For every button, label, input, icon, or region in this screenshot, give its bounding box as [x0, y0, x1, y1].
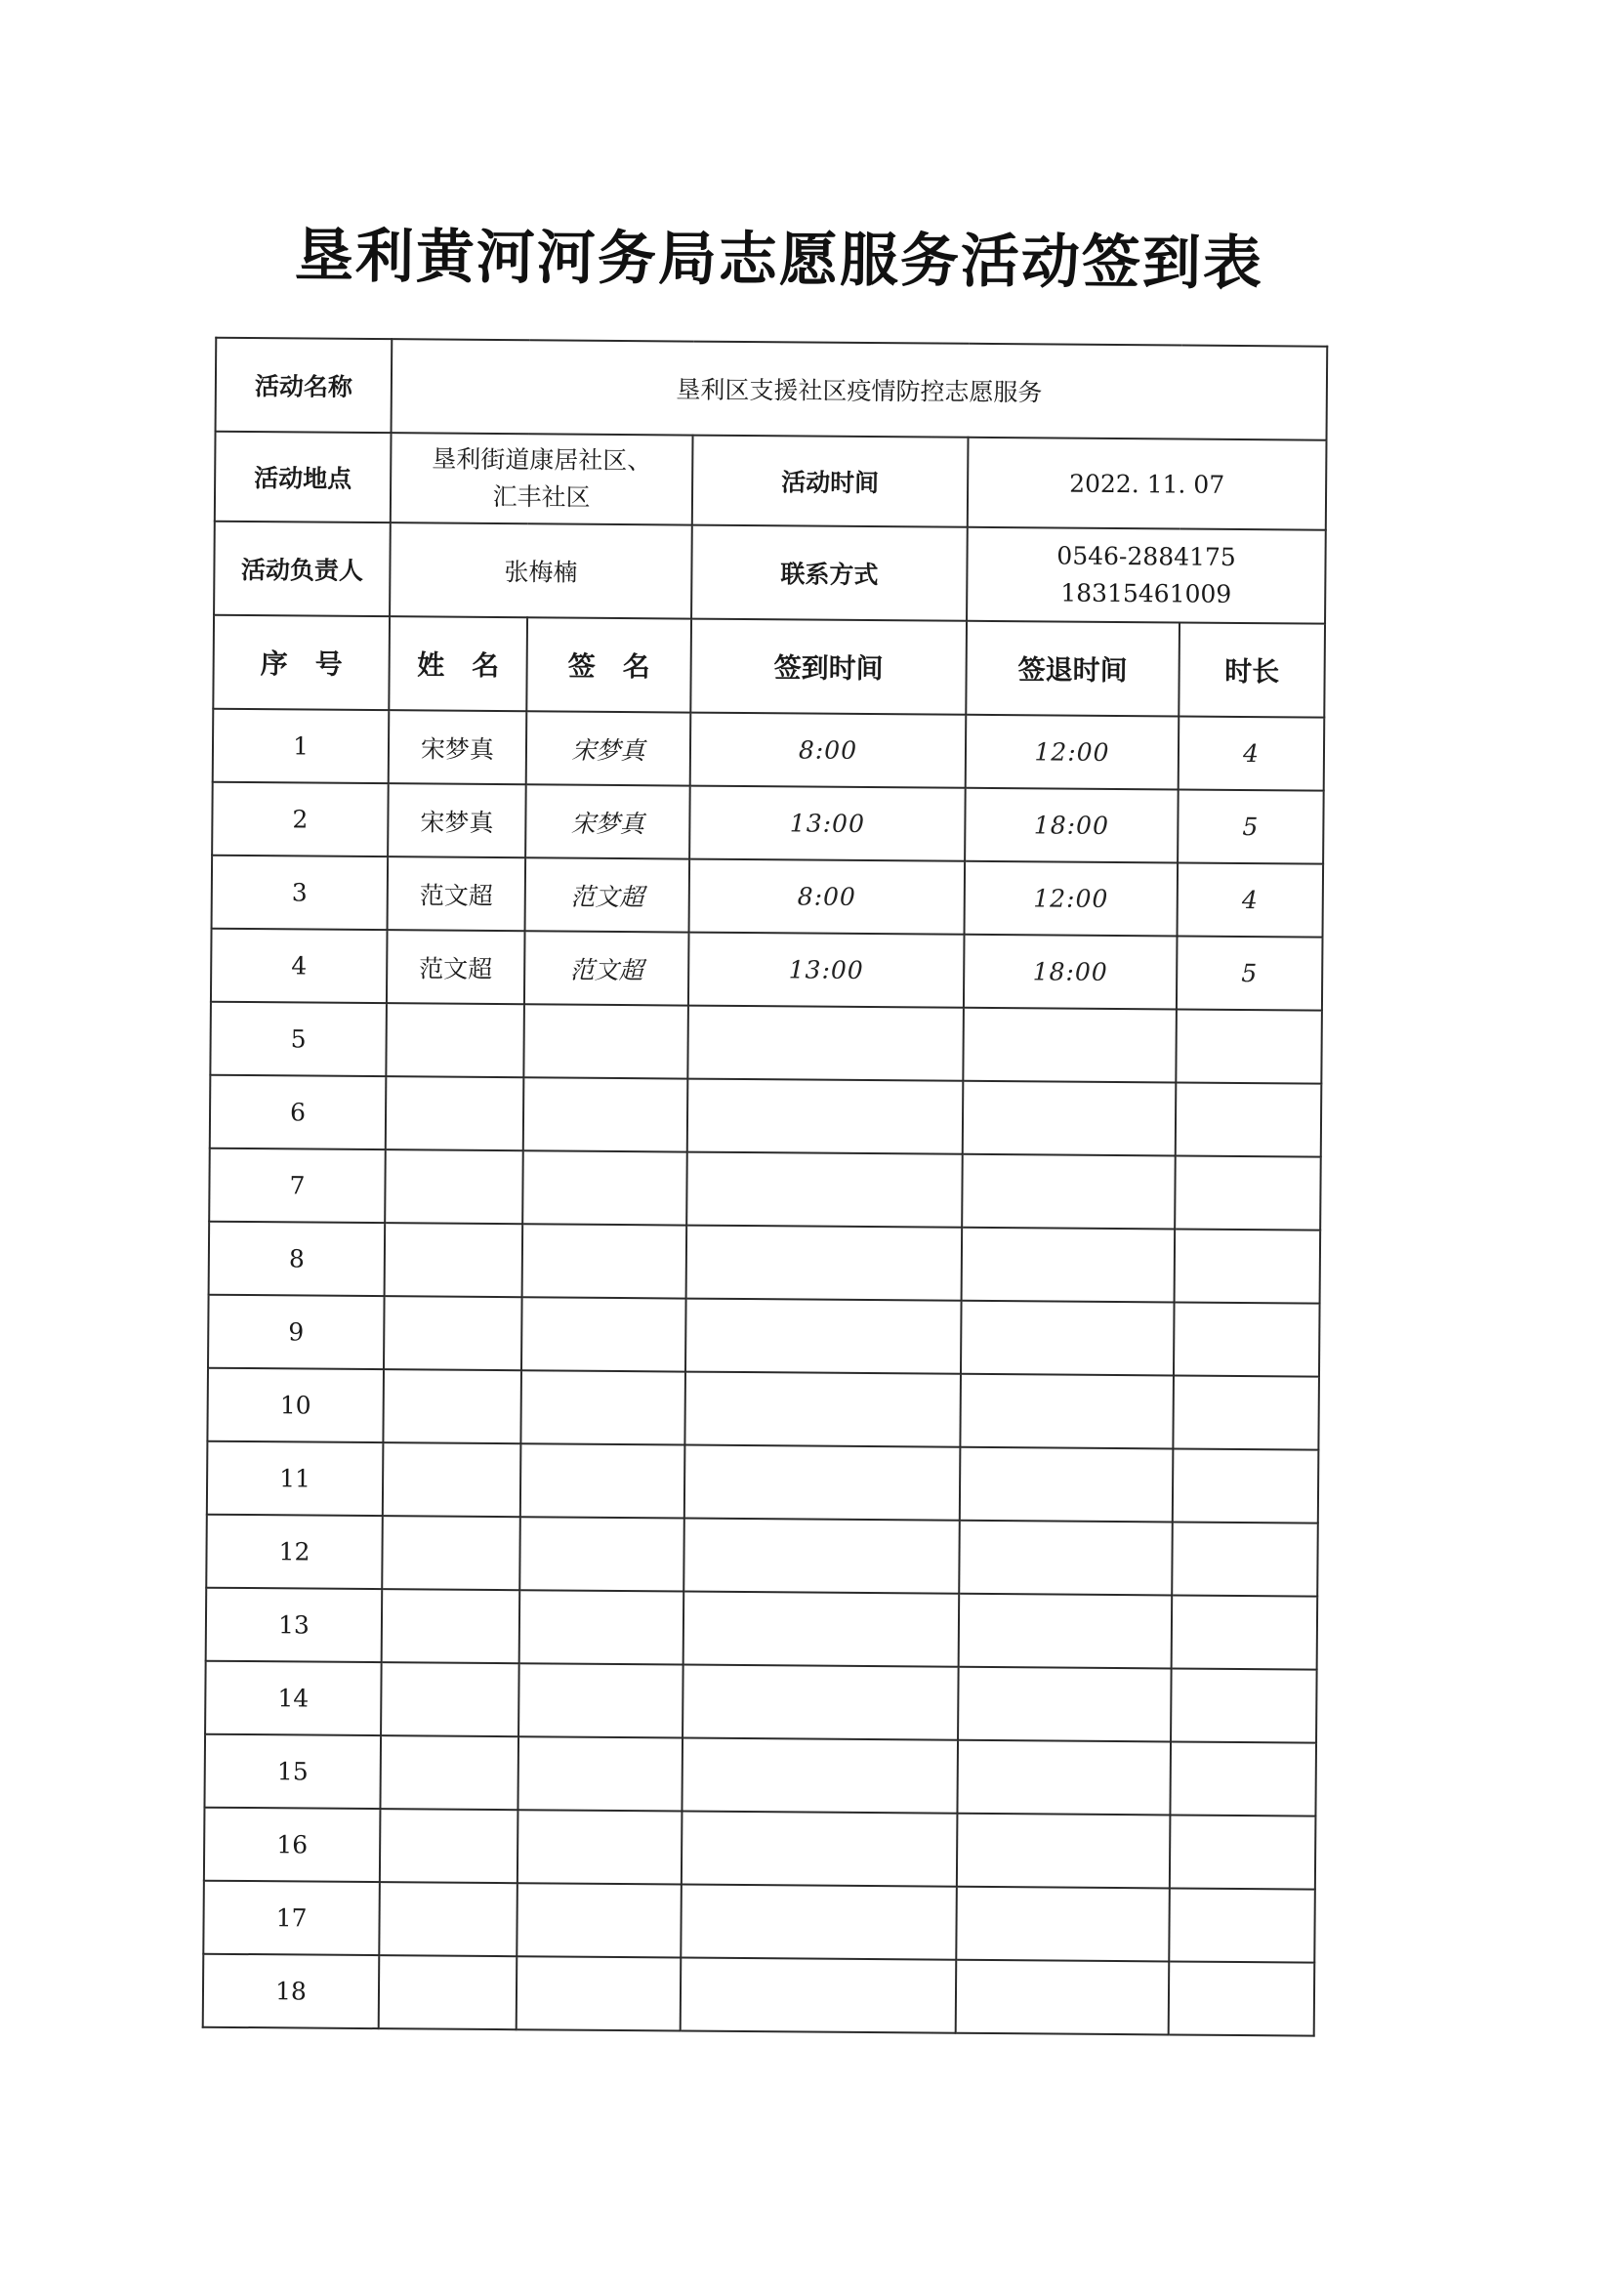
duration-cell: [1170, 1741, 1316, 1816]
row-number-cell: 18: [203, 1954, 380, 2028]
contact-phone-2: 18315461009: [1060, 578, 1232, 608]
signature-cell: 范文超: [524, 931, 689, 1005]
row-number-cell: 10: [207, 1368, 384, 1442]
name-cell: [379, 1955, 517, 2029]
duration-cell: [1175, 1155, 1321, 1230]
duration-cell: 4: [1178, 862, 1324, 937]
activity-location-row: [215, 432, 1327, 530]
checkin-time-cell: [684, 1372, 961, 1447]
signature-cell: [517, 1956, 682, 2030]
row-number-cell: 4: [211, 929, 388, 1003]
row-number-cell: 6: [210, 1075, 387, 1149]
checkout-time-cell: [958, 1667, 1172, 1742]
name-cell: [386, 1076, 524, 1150]
table-row: [209, 1222, 1321, 1304]
table-row: [212, 856, 1324, 938]
checkin-time-cell: [682, 1812, 958, 1887]
name-cell: 范文超: [387, 930, 525, 1004]
checkout-time-cell: [963, 1081, 1177, 1156]
table-row: [207, 1441, 1319, 1524]
duration-cell: [1176, 1082, 1322, 1156]
checkin-time-cell: [681, 1958, 957, 2033]
table-row: [210, 1002, 1322, 1084]
name-cell: [380, 1735, 518, 1810]
table-row: [207, 1368, 1319, 1450]
duration-cell: [1175, 1229, 1321, 1303]
location-line-1: 垦利街道康居社区、: [432, 444, 652, 476]
checkout-time-cell: 18:00: [964, 935, 1178, 1010]
duration-cell: 5: [1178, 790, 1324, 864]
checkout-time-cell: [960, 1374, 1174, 1449]
row-number-cell: 5: [210, 1002, 387, 1076]
checkout-time-cell: [960, 1447, 1174, 1523]
duration-cell: [1173, 1375, 1319, 1449]
duration-cell: [1170, 1815, 1316, 1889]
name-cell: [383, 1369, 521, 1443]
checkout-time-cell: [956, 1887, 1170, 1962]
activity-leader-row: [214, 522, 1326, 624]
header-no: 序 号: [213, 615, 390, 710]
checkin-time-cell: [685, 1299, 962, 1374]
activity-name-value: 垦利区支援社区疫情防控志愿服务: [392, 339, 1328, 440]
checkout-time-cell: [963, 1008, 1177, 1083]
checkout-time-cell: [959, 1521, 1173, 1596]
signature-cell: [517, 1883, 682, 1957]
duration-cell: [1172, 1522, 1318, 1596]
table-row: [209, 1148, 1321, 1231]
name-cell: [382, 1589, 520, 1663]
signin-sheet-table: [202, 337, 1329, 2037]
name-cell: [383, 1442, 521, 1517]
table-row: [211, 929, 1323, 1011]
signature-cell: [519, 1590, 684, 1664]
signature-cell: 宋梦真: [526, 711, 691, 785]
row-number-cell: 8: [209, 1222, 386, 1296]
name-cell: 范文超: [388, 856, 526, 931]
signature-cell: [522, 1150, 687, 1225]
header-checkin: 签到时间: [690, 619, 967, 715]
name-cell: 宋梦真: [389, 710, 527, 784]
checkin-time-cell: 8:00: [689, 859, 966, 935]
row-number-cell: 3: [212, 856, 389, 930]
activity-name-label: 活动名称: [216, 338, 393, 433]
location-label: 活动地点: [215, 432, 392, 522]
row-number-cell: 15: [204, 1734, 381, 1809]
column-header-row: [213, 615, 1325, 718]
checkin-time-cell: [686, 1226, 963, 1301]
signature-cell: [520, 1370, 685, 1444]
location-line-2: 汇丰社区: [492, 481, 591, 512]
checkin-time-cell: [683, 1665, 959, 1740]
name-cell: [379, 1882, 517, 1956]
leader-value: 张梅楠: [390, 522, 692, 618]
checkin-time-cell: 13:00: [688, 933, 965, 1008]
row-number-cell: 9: [208, 1295, 385, 1369]
duration-cell: 4: [1179, 717, 1325, 791]
signature-cell: [518, 1663, 683, 1737]
name-cell: [384, 1296, 522, 1370]
name-cell: [380, 1809, 518, 1883]
name-cell: [381, 1662, 519, 1736]
signature-cell: [521, 1297, 686, 1371]
table-row: [203, 1881, 1315, 1963]
row-number-cell: 1: [213, 709, 390, 783]
duration-cell: [1174, 1302, 1320, 1376]
table-row: [213, 709, 1325, 791]
contact-value: [967, 527, 1326, 624]
row-number-cell: 13: [206, 1588, 383, 1662]
row-number-cell: 7: [209, 1148, 386, 1223]
duration-cell: [1173, 1448, 1319, 1523]
duration-cell: [1169, 1888, 1315, 1962]
row-number-cell: 17: [203, 1881, 380, 1955]
header-name: 姓 名: [389, 616, 527, 711]
document-title: 垦利黄河河务局志愿服务活动签到表: [294, 222, 1264, 299]
duration-cell: [1169, 1961, 1315, 2035]
activity-name-row: [216, 338, 1328, 440]
name-cell: [385, 1149, 523, 1224]
checkin-time-cell: [683, 1592, 960, 1667]
name-cell: [382, 1516, 520, 1590]
checkin-time-cell: [686, 1152, 963, 1228]
checkin-time-cell: [684, 1445, 961, 1521]
checkin-time-cell: [681, 1885, 957, 1960]
header-checkout: 签退时间: [966, 621, 1179, 717]
signature-cell: 宋梦真: [525, 784, 690, 858]
table-row: [204, 1734, 1316, 1816]
table-row: [210, 1075, 1322, 1157]
duration-cell: 5: [1177, 936, 1323, 1010]
header-signature: 签 名: [526, 617, 691, 712]
checkout-time-cell: 18:00: [965, 788, 1179, 863]
checkout-time-cell: 12:00: [965, 861, 1179, 937]
name-cell: [385, 1223, 523, 1297]
time-value: 2022. 11. 07: [968, 438, 1327, 530]
duration-cell: [1171, 1668, 1317, 1742]
table-row: [203, 1954, 1315, 2036]
signature-cell: [520, 1443, 685, 1518]
signature-cell: [523, 1077, 688, 1151]
leader-label: 活动负责人: [214, 522, 391, 616]
checkin-time-cell: [687, 1079, 964, 1154]
row-number-cell: 2: [212, 782, 389, 856]
checkin-time-cell: 8:00: [690, 713, 967, 788]
duration-cell: [1172, 1595, 1318, 1669]
table-row: [208, 1295, 1320, 1377]
signature-cell: [517, 1810, 683, 1884]
time-label: 活动时间: [692, 436, 969, 527]
contact-label: 联系方式: [691, 525, 968, 621]
checkin-time-cell: [683, 1519, 960, 1594]
checkout-time-cell: [957, 1814, 1171, 1889]
row-number-cell: 16: [204, 1808, 381, 1882]
checkin-time-cell: [682, 1738, 958, 1814]
table-row: [212, 782, 1324, 864]
table-row: [206, 1515, 1318, 1597]
table-row: [206, 1588, 1318, 1670]
row-number-cell: 14: [205, 1661, 382, 1735]
checkout-time-cell: [959, 1594, 1173, 1669]
table-row: [204, 1808, 1316, 1890]
checkout-time-cell: [957, 1740, 1171, 1816]
signature-cell: 范文超: [525, 857, 690, 932]
signature-cell: [519, 1517, 684, 1591]
checkin-time-cell: 13:00: [689, 786, 966, 861]
table-row: [205, 1661, 1317, 1743]
checkout-time-cell: [961, 1301, 1175, 1376]
checkout-time-cell: 12:00: [966, 715, 1179, 790]
duration-cell: [1176, 1009, 1322, 1083]
checkout-time-cell: [962, 1228, 1176, 1303]
signature-cell: [523, 1004, 688, 1078]
row-number-cell: 11: [207, 1441, 384, 1516]
checkin-time-cell: [687, 1006, 964, 1081]
signature-cell: [517, 1736, 683, 1811]
contact-phone-1: 0546-2884175: [1056, 541, 1236, 571]
name-cell: [386, 1003, 524, 1077]
row-number-cell: 12: [206, 1515, 383, 1589]
checkout-time-cell: [956, 1960, 1170, 2035]
header-duration: 时长: [1179, 623, 1325, 718]
checkout-time-cell: [962, 1154, 1176, 1230]
location-value: [391, 433, 693, 524]
name-cell: 宋梦真: [388, 783, 526, 857]
signature-cell: [522, 1224, 687, 1298]
